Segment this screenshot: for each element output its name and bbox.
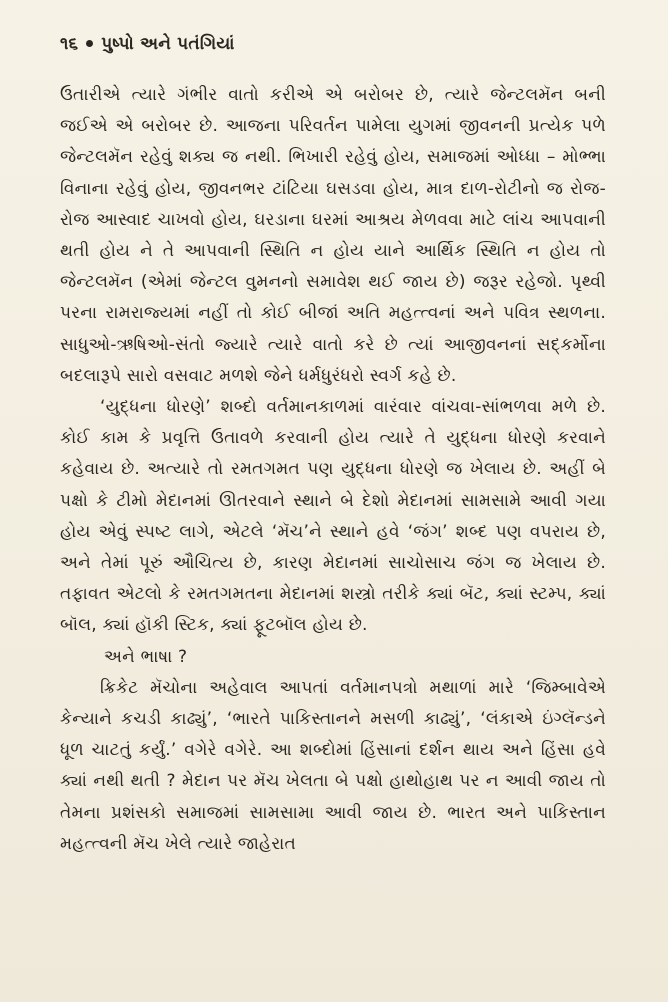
page-number: ૧૬ [60, 34, 79, 54]
book-title: પુષ્પો અને પતંગિયાં [101, 34, 235, 54]
paragraph-war-footing: ‘યુદ્ધના ધોરણે’ શબ્દો વર્તમાનકાળમાં વારંવાર વાંચવા-સાંભળવા મળે છે. કોઈ કામ કે પ્રવૃત્તિ ઉતાવળે કરવાની હોય ત્યારે તે યુદ્ધના ધોરણે કરવાને કહેવાય છે. અત્યારે તો રમતગમત પણ યુદ્ધના ધોરણે જ ખેલાય છે. અહીં બે પક્ષો કે ટીમો મેદાનમાં ઊતરવાને સ્થાને બે દેશો મેદાનમાં સામસામે આવી ગયા હોય એવું સ્પષ્ટ લાગે, એટલે ‘મૅચ’ને સ્થાને હવે ‘જંગ’ શબ્દ પણ વપરાય છે, અને તેમાં પૂરું ઔચિત્ય છે, કારણ મેદાનમાં સાચોસાચ જંગ જ ખેલાય છે. તફાવત એટલો કે રમતગમતના મેદાનમાં શસ્ત્રો તરીકે ક્યાં બૅટ, ક્યાં સ્ટમ્પ, ક્યાં બૉલ, ક્યાં હૉકી સ્ટિક, ક્યાં ફૂટબૉલ હોય છે. [60, 397, 606, 636]
body-text [60, 80, 606, 860]
bullet-separator-icon [86, 40, 93, 47]
paragraph-continued: ઉતારીએ ત્યારે ગંભીર વાતો કરીએ એ બરોબર છે, ત્યારે જેન્ટલમૅન બની જઈએ એ બરોબર છે. આજના પરિવર્તન પામેલા યુગમાં જીવનની પ્રત્યેક પળે જેન્ટલમૅન રહેવું શક્ય જ નથી. ભિખારી રહેવું હોય, સમાજમાં ઓધ્ધા – મોભ્ભા વિનાના રહેવું હોય, જીવનભર ટાંટિયા ઘસડવા હોય, માત્ર દાળ-રોટીનો જ રોજ-રોજ આસ્વાદ ચાખવો હોય, ઘરડાના ઘરમાં આશ્રય મેળવવા માટે લાંચ આપવાની થતી હોય ને તે આપવાની સ્થિતિ ન હોય યાને આર્થિક સ્થિતિ ન હોય તો જેન્ટલમૅન (એમાં જેન્ટલ વુમનનો સમાવેશ થઈ જાય છે) જરૂર રહેજો. પૃથ્વી પરના રામરાજ્યમાં નહીં તો કોઈ બીજાં અતિ મહત્ત્વનાં અને પવિત્ર સ્થળના. સાધુઓ-ઋષિઓ-સંતો જ્યારે ત્યારે વાતો કરે છે ત્યાં આજીવનનાં સદ્‌કર્મોના બદલારૂપે સારો વસવાટ મળશે જેને ધર્મધુરંધરો સ્વર્ગ કહે છે. [60, 85, 606, 386]
running-header [60, 34, 235, 54]
paragraph-cricket-headlines: ક્રિકેટ મૅચોના અહેવાલ આપતાં વર્તમાનપત્રો મથાળાં મારે ‘જિમ્બાવેએ કેન્યાને કચડી કાઢ્યું’, ‘ભારતે પાકિસ્તાનને મસળી કાઢ્યું’, ‘લંકાએ ઇંગ્લૅન્ડને ધૂળ ચાટતું કર્યું.’ વગેરે વગેરે. આ શબ્દોમાં હિંસાનાં દર્શન થાય અને હિંસા હવે ક્યાં નથી થતી ? મેદાન પર મૅચ ખેલતા બે પક્ષો હાથોહાથ પર ન આવી જાય તો તેમના પ્રશંસકો સમાજમાં સામસામા આવી જાય છે. ભારત અને પાકિસ્તાન મહત્ત્વની મૅચ ખેલે ત્યારે જાહેરાત [60, 677, 606, 854]
paragraph-and-language: અને ભાષા ? [104, 646, 188, 667]
